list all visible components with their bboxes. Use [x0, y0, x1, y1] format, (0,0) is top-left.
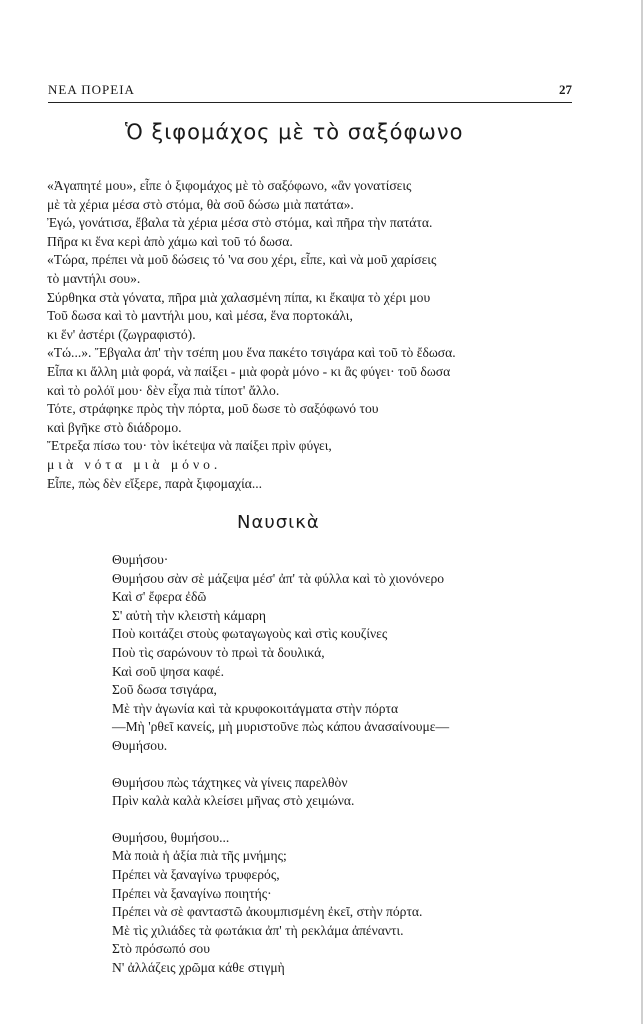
poem-line: Σ' αὐτὴ τὴν κλειστὴ κάμαρη [112, 607, 266, 623]
poem-line: Σοῦ δωσα τσιγάρα, [112, 682, 217, 698]
journal-title: ΝΕΑ ΠΟΡΕΙΑ [48, 82, 135, 97]
running-header [48, 82, 572, 103]
poem-line: Εἶπε, πὼς δὲν εἴξερε, παρὰ ξιφομαχία... [47, 475, 263, 491]
poem-line: Καὶ σ' ἔφερα ἐδῶ [112, 589, 207, 605]
poem-line: Σύρθηκα στὰ γόνατα, πῆρα μιὰ χαλασμένη πίπα, κι ἔκαψα τὸ χέρι μου [47, 289, 431, 305]
poem-line: Θυμήσου πὼς τάχτηκες νὰ γίνεις παρελθὸν [112, 774, 348, 790]
poem-line: Μὲ τὶς χιλιάδες τὰ φωτάκια ἀπ' τὴ ρεκλάμα ἀπέναντι. [112, 922, 404, 938]
poem-line: Ποὺ κοιτάζει στοὺς φωταγωγοὺς καὶ στὶς κουζίνες [112, 626, 388, 642]
poem-line: Εἶπα κι ἄλλη μιὰ φορά, νὰ παίξει - μιὰ φορὰ μόνο - κι ἂς φύγει· τοῦ δωσα [47, 363, 451, 379]
poem-line: Πρέπει νὰ ξαναγίνω τρυφερός, [112, 866, 280, 882]
poem-line: —Μὴ 'ρθεῖ κανείς, μὴ μυριστοῦνε πὼς κάπου ἀνασαίνουμε— [112, 719, 450, 735]
poem-line: Θυμήσου σὰν σὲ μάζεψα μέσ' ἀπ' τὰ φύλλα καὶ τὸ χιονόνερο [112, 570, 445, 586]
poem-line: κι ἕν' ἀστέρι (ζωγραφιστό). [47, 326, 196, 342]
poem-line: «Τώρα, πρέπει νὰ μοῦ δώσεις τό 'να σου χέρι, εἶπε, καὶ νὰ μοῦ χαρίσεις [47, 252, 437, 268]
page-number: 27 [559, 82, 572, 97]
poem-line: Θυμήσου. [112, 737, 168, 753]
poem-line: Τότε, στράφηκε πρὸς τὴν πόρτα, μοῦ δωσε τὸ σαξόφωνό του [47, 401, 379, 417]
poem-title-nausica: Ναυσικὰ [237, 512, 320, 533]
poem-line: Μὰ ποιὰ ἡ ἀξία πιὰ τῆς μνήμης; [112, 848, 287, 864]
poem-line: Στὸ πρόσωπό σου [112, 941, 210, 957]
poem-line: Ποὺ τὶς σαρώνουν τὸ πρωὶ τὰ δουλικά, [112, 644, 325, 660]
poem-line-spaced: μιὰ νότα μιὰ μόνο. [47, 456, 222, 472]
poem-line: Ἐγώ, γονάτισα, ἔβαλα τὰ χέρια μέσα στὸ στόμα, καὶ πῆρα τὴν πατάτα. [47, 215, 433, 231]
poem-line: τὸ μαντήλι σου». [47, 270, 141, 286]
stanza-break [112, 756, 449, 774]
poem-line: Ν' ἀλλάζεις χρῶμα κάθε στιγμὴ [112, 959, 285, 975]
poem-line: Τοῦ δωσα καὶ τὸ μαντήλι μου, καὶ μέσα, ἕνα πορτοκάλι, [47, 308, 353, 324]
poem-line: Πῆρα κι ἕνα κερὶ ἀπὸ χάμω καὶ τοῦ τό δωσα. [47, 233, 293, 249]
poem-line: Πρέπει νὰ σὲ φανταστῶ ἀκουμπισμένη ἐκεῖ, στὴν πόρτα. [112, 904, 423, 920]
poem-line: καὶ βγῆκε στὸ διάδρομο. [47, 419, 182, 435]
poem-line: «Τώ...». Ἔβγαλα ἀπ' τὴν τσέπη μου ἕνα πακέτο τσιγάρα καὶ τοῦ τὸ ἔδωσα. [47, 345, 456, 361]
poem-line: Πρὶν καλὰ καλὰ κλείσει μῆνας στὸ χειμώνα. [112, 793, 355, 809]
poem-line: «Ἀγαπητέ μου», εἶπε ὁ ξιφομάχος μὲ τὸ σαξόφωνο, «ἂν γονατίσεις [47, 178, 412, 193]
poem-line: Ἔτρεξα πίσω του· τὸν ἱκέτεψα νὰ παίξει πρὶν φύγει, [47, 438, 332, 454]
poem-line: καὶ τὸ ρολόϊ μου· δὲν εἶχα πιὰ τίποτ' ἄλλο. [47, 382, 280, 398]
poem-body-nausica [112, 551, 449, 977]
poem-line: Θυμήσου· [112, 552, 169, 567]
poem-line: μὲ τὰ χέρια μέσα στὸ στόμα, θὰ σοῦ δώσω μιὰ πατάτα». [47, 196, 354, 212]
poem-line: Μὲ τὴν ἀγωνία καὶ τὰ κρυφοκοιτάγματα στὴν πόρτα [112, 700, 399, 716]
poem-body-swordsman [47, 177, 456, 493]
poem-line: Καὶ σοῦ ψησα καφέ. [112, 663, 225, 679]
poem-line: Πρέπει νὰ ξαναγίνω ποιητής· [112, 885, 272, 901]
poem-title-swordsman: Ὁ ξιφομάχος μὲ τὸ σαξόφωνο [125, 120, 464, 144]
poem-line: Θυμήσου, θυμήσου... [112, 829, 230, 845]
stanza-break [112, 811, 449, 829]
